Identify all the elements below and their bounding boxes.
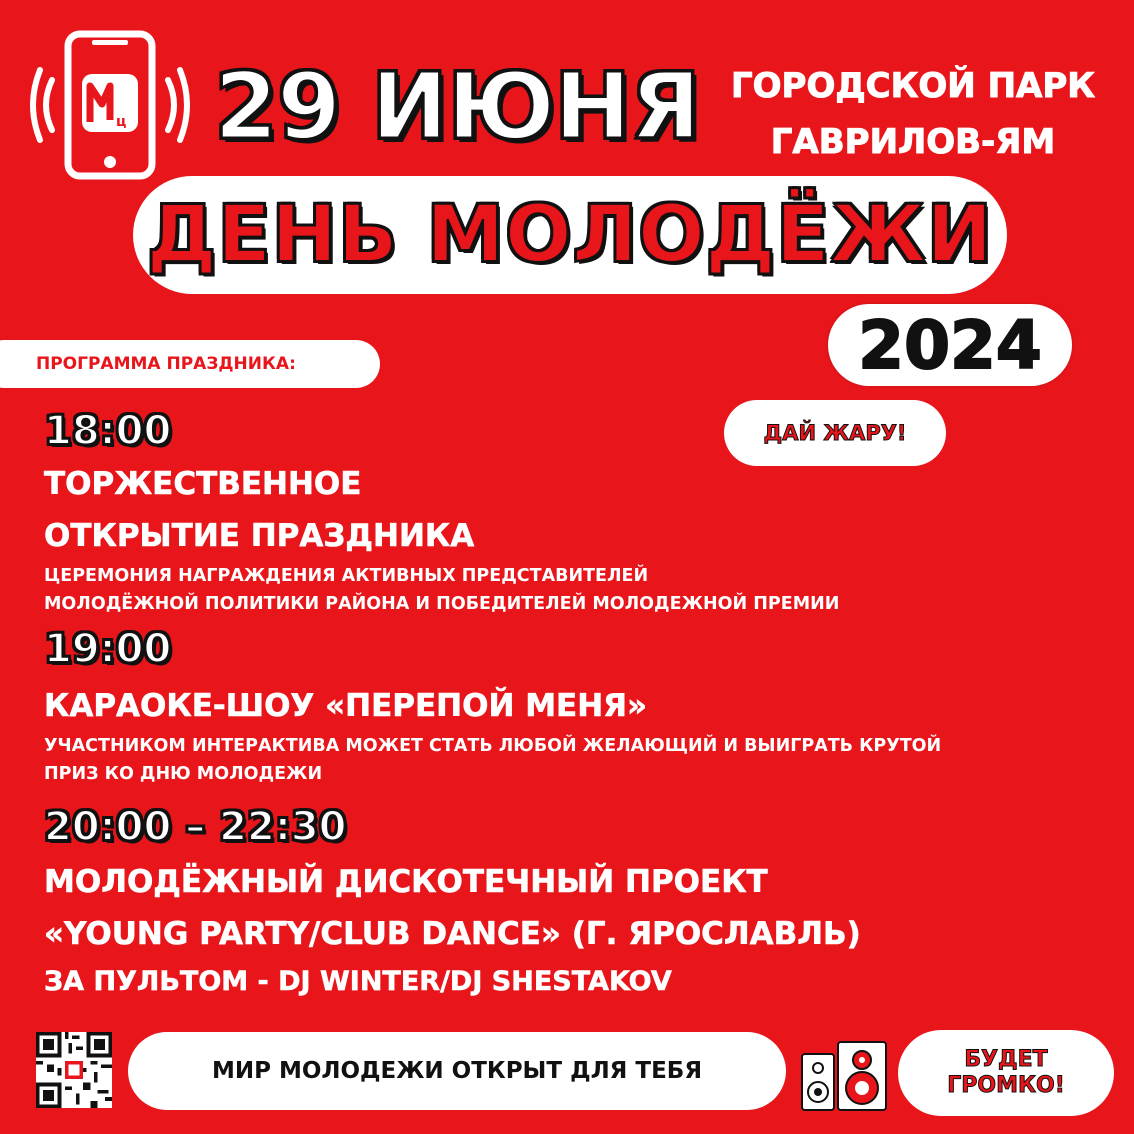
event-title: ДЕНЬ МОЛОДЁЖИ xyxy=(146,190,994,280)
program-time: 20:00 – 22:30 xyxy=(44,804,347,850)
loud-badge xyxy=(898,1030,1114,1116)
venue xyxy=(708,58,1118,170)
program-description: УЧАСТНИКОМ ИНТЕРАКТИВА МОЖЕТ СТАТЬ ЛЮБОЙ ЖЕЛАЮЩИЙ И ВЫИГРАТЬ КРУТОЙ xyxy=(44,736,942,756)
venue-line: ГАВРИЛОВ-ЯМ xyxy=(770,122,1056,162)
program-time: 19:00 xyxy=(44,626,172,672)
title-banner xyxy=(133,176,1007,294)
program-event: ЗА ПУЛЬТОМ - DJ WINTER/DJ SHESTAKOV xyxy=(44,966,672,997)
program-event: МОЛОДЁЖНЫЙ ДИСКОТЕЧНЫЙ ПРОЕКТ xyxy=(44,864,768,900)
slogan-badge xyxy=(724,400,946,466)
venue-line: ГОРОДСКОЙ ПАРК xyxy=(730,66,1096,106)
footer-slogan: МИР МОЛОДЕЖИ ОТКРЫТ ДЛЯ ТЕБЯ xyxy=(211,1058,703,1084)
program-time: 18:00 xyxy=(44,408,172,454)
program-description: МОЛОДЁЖНОЙ ПОЛИТИКИ РАЙОНА И ПОБЕДИТЕЛЕЙ МОЛОДЕЖНОЙ ПРЕМИИ xyxy=(44,594,840,614)
footer-slogan-banner xyxy=(128,1032,786,1110)
program-event: «YOUNG PARTY/CLUB DANCE» (Г. ЯРОСЛАВЛЬ) xyxy=(44,916,861,952)
year-badge xyxy=(828,304,1072,386)
loud-line: БУДЕТ xyxy=(964,1047,1048,1072)
qr-code-icon xyxy=(36,1032,112,1108)
program-description: ЦЕРЕМОНИЯ НАГРАЖДЕНИЯ АКТИВНЫХ ПРЕДСТАВИТЕЛЕЙ xyxy=(44,566,649,586)
event-date: 29 ИЮНЯ xyxy=(214,53,700,160)
program-description: ПРИЗ КО ДНЮ МОЛОДЕЖИ xyxy=(44,764,323,784)
program-event: КАРАОКЕ-ШОУ «ПЕРЕПОЙ МЕНЯ» xyxy=(44,688,648,724)
phone-logo-icon xyxy=(30,30,190,180)
program-event: ТОРЖЕСТВЕННОЕ xyxy=(44,466,362,502)
event-year: 2024 xyxy=(858,306,1042,384)
slogan-text: ДАЙ ЖАРУ! xyxy=(763,421,907,445)
program-label: ПРОГРАММА ПРАЗДНИКА: xyxy=(36,354,296,374)
svg-text:ц: ц xyxy=(116,114,127,130)
program-label-badge xyxy=(0,340,380,388)
loud-line: ГРОМКО! xyxy=(947,1073,1065,1098)
program-event: ОТКРЫТИЕ ПРАЗДНИКА xyxy=(44,518,475,554)
speakers-icon xyxy=(800,1040,890,1112)
